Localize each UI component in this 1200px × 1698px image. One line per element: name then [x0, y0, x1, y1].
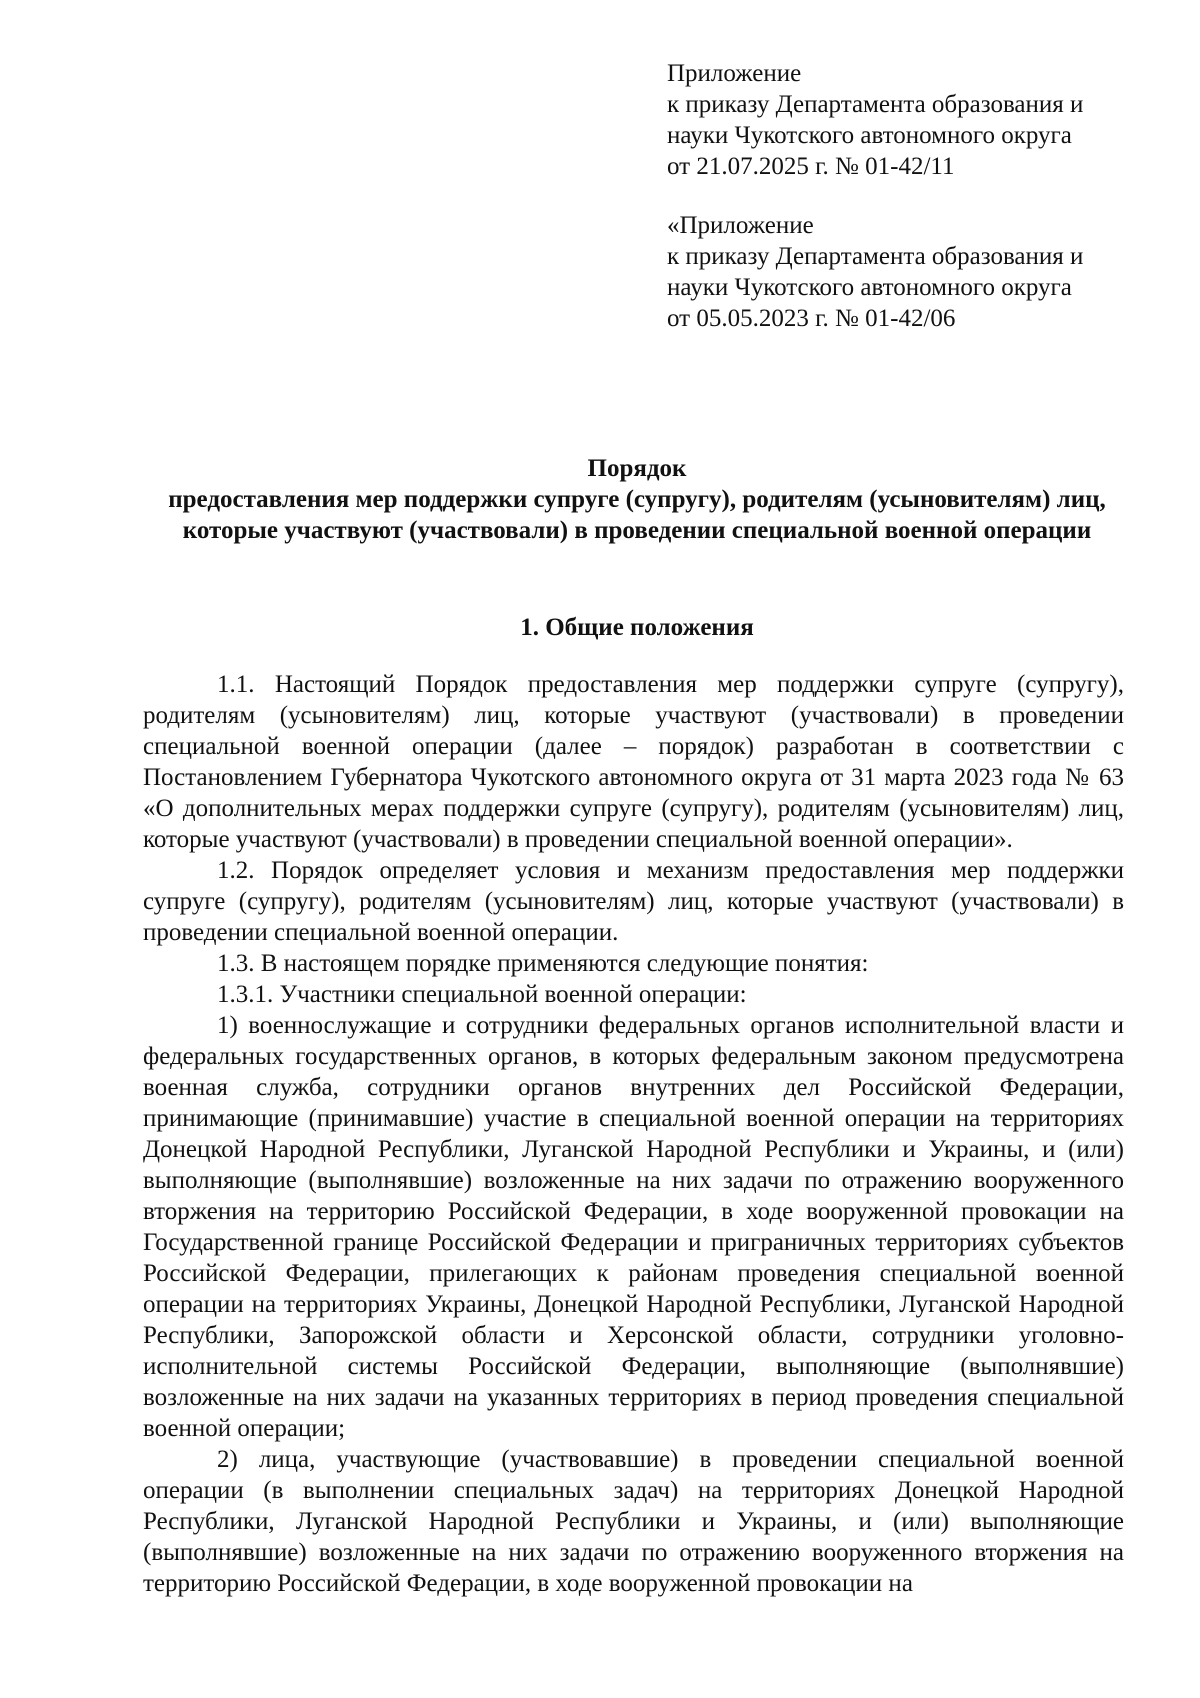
approval-line: к приказу Департамента образования и — [667, 91, 1084, 118]
paragraph-1-3-1: 1.3.1. Участники специальной военной операции: — [217, 981, 747, 1008]
approval-line: Приложение — [667, 60, 802, 87]
approval-line: к приказу Департамента образования и — [667, 243, 1084, 270]
approval-stamp-previous — [667, 210, 1137, 334]
approval-line: науки Чукотского автономного округа — [667, 274, 1072, 301]
paragraph-1-3: 1.3. В настоящем порядке применяются следующие понятия: — [217, 950, 869, 977]
approval-line: науки Чукотского автономного округа — [667, 122, 1072, 149]
document-title — [150, 453, 1124, 546]
paragraph-1-1: 1.1. Настоящий Порядок предоставления мер поддержки супруге (супругу), родителям (усыновителям) лиц, которые участвуют (участвовали) в проведении специальной военной операции (далее – порядок) разработан в соответствии с Постановлением Губернатора Чукотского автономного округа от 31 марта 2023 года № 63 «О дополнительных мерах поддержки супруге (супругу), родителям (усыновителям) лиц, которые участвуют (участвовали) в проведении специальной военной операции». — [143, 671, 1124, 853]
approval-line: «Приложение — [667, 212, 814, 239]
paragraph-1-2: 1.2. Порядок определяет условия и механизм предоставления мер поддержки супруге (супругу), родителям (усыновителям) лиц, которые участвуют (участвовали) в проведении специальной военной операции. — [143, 857, 1124, 946]
title-subtitle: предоставления мер поддержки супруге (супругу), родителям (усыновителям) лиц, которые участвуют (участвовали) в проведении специальной военной операции — [168, 486, 1106, 544]
section-body — [143, 669, 1124, 1599]
approval-line: от 21.07.2025 г. № 01-42/11 — [667, 153, 955, 180]
approval-line: от 05.05.2023 г. № 01-42/06 — [667, 305, 956, 332]
list-item-1: 1) военнослужащие и сотрудники федеральных органов исполнительной власти и федеральных государственных органов, в которых федеральным законом предусмотрена военная служба, сотрудники органов внутренних дел Российской Федерации, принимающие (принимавшие) участие в специальной военной операции на территориях Донецкой Народной Республики, Луганской Народной Республики и Украины, и (или) выполняющие (выполнявшие) возложенные на них задачи по отражению вооруженного вторжения на территорию Российской Федерации, в ходе вооруженной провокации на Государственной границе Российской Федерации и приграничных территориях субъектов Российской Федерации, прилегающих к районам проведения специальной военной операции на территориях Украины, Донецкой Народной Республики, Луганской Народной Республики, Запорожской области и Херсонской области, сотрудники уголовно-исполнительной системы Российской Федерации, выполняющие (выполнявшие) возложенные на них задачи на указанных территориях в период проведения специальной военной операции; — [143, 1012, 1124, 1442]
section-heading: 1. Общие положения — [520, 614, 754, 641]
approval-stamp-current — [667, 58, 1137, 182]
list-item-2: 2) лица, участвующие (участвовавшие) в проведении специальной военной операции (в выполнении специальных задач) на территориях Донецкой Народной Республики, Луганской Народной Республики и Украины, и (или) выполняющие (выполнявшие) возложенные на них задачи по отражению вооруженного вторжения на территорию Российской Федерации, в ходе вооруженной провокации на — [143, 1446, 1124, 1597]
title-heading: Порядок — [587, 455, 687, 482]
